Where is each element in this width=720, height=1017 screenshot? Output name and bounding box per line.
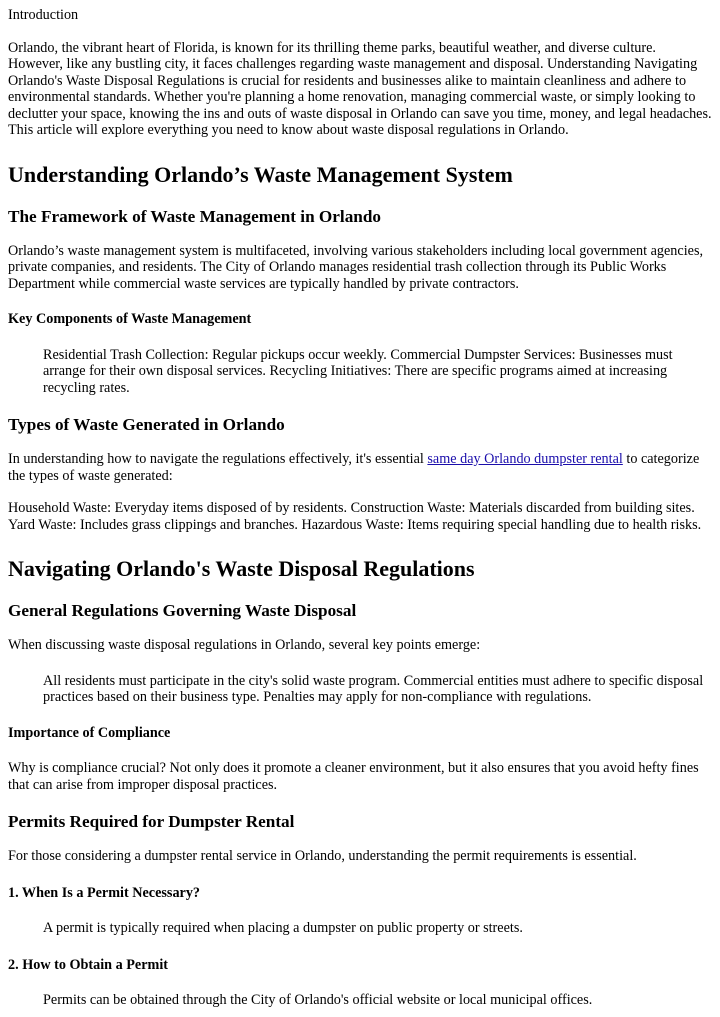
importance-paragraph: Why is compliance crucial? Not only does it promote a cleaner environment, but it also ensures that you avoid hefty fines that can arise from improper disposal practices. [8,760,699,793]
subheading-importance-of-compliance: Importance of Compliance [8,724,171,741]
subheading-types-of-waste: Types of Waste Generated in Orlando [8,415,285,434]
permits-paragraph: For those considering a dumpster rental service in Orlando, understanding the permit requirements is essential. [8,848,637,864]
dumpster-rental-link[interactable]: same day Orlando dumpster rental [427,451,623,467]
section-heading-regulations: Navigating Orlando's Waste Disposal Regulations [8,556,475,581]
intro-paragraph: Orlando, the vibrant heart of Florida, is known for its thrilling theme parks, beautiful weather, and diverse culture. However, like any bustling city, it faces challenges regarding waste management and disposal. Understanding Navigating Orlando's Waste Disposal Regulations is crucial for residents and businesses alike to maintain cleanliness and adhere to environmental standards. Whether you're planning a home renovation, managing commercial waste, or simply looking to declutter your space, knowing the ins and outs of waste disposal in Orlando can save you time, money, and legal headaches. This article will explore everything you need to know about waste disposal regulations in Orlando. [8,39,712,138]
subheading-key-components: Key Components of Waste Management [8,311,252,327]
types-text-before: In understanding how to navigate the regulations effectively, it's essential [8,451,428,467]
subheading-framework: The Framework of Waste Management in Orlando [8,206,382,226]
types-text-after: to categorize the types of waste generated: [8,451,700,484]
framework-paragraph: Orlando’s waste management system is multifaceted, involving various stakeholders including local government agencies, private companies, and residents. The City of Orlando manages residential trash collection through its Public Works Department while commercial waste services are typically handled by private contractors. [8,242,704,292]
key-components-list: Residential Trash Collection: Regular pickups occur weekly. Commercial Dumpster Services: Businesses must arrange for their own disposal services. Recycling Initiatives: There are specific programs aimed at increasing recycling rates. [43,346,673,396]
answer-obtain-permit: Permits can be obtained through the City of Orlando's official website or local municipal offices. [43,992,593,1008]
waste-types-list: Household Waste: Everyday items disposed of by residents. Construction Waste: Materials discarded from building sites. Yard Waste: Includes grass clippings and branches. Hazardous Waste: Items requiring special handling due to health risks. [8,500,702,533]
general-regulations-paragraph: When discussing waste disposal regulations in Orlando, several key points emerge: [8,637,481,653]
section-heading-waste-management: Understanding Orlando’s Waste Management System [8,161,513,187]
question-permit-necessary: 1. When Is a Permit Necessary? [8,884,201,901]
question-obtain-permit: 2. How to Obtain a Permit [8,956,168,973]
types-paragraph [8,451,712,484]
general-regulations-list: All residents must participate in the city's solid waste program. Commercial entities must adhere to specific disposal practices based on their business type. Penalties may apply for non-compliance with regulations. [43,672,704,705]
subheading-permits: Permits Required for Dumpster Rental [8,812,295,831]
answer-permit-necessary: A permit is typically required when placing a dumpster on public property or streets. [43,920,523,936]
intro-label: Introduction [8,7,79,23]
subheading-general-regulations: General Regulations Governing Waste Disposal [8,601,357,620]
